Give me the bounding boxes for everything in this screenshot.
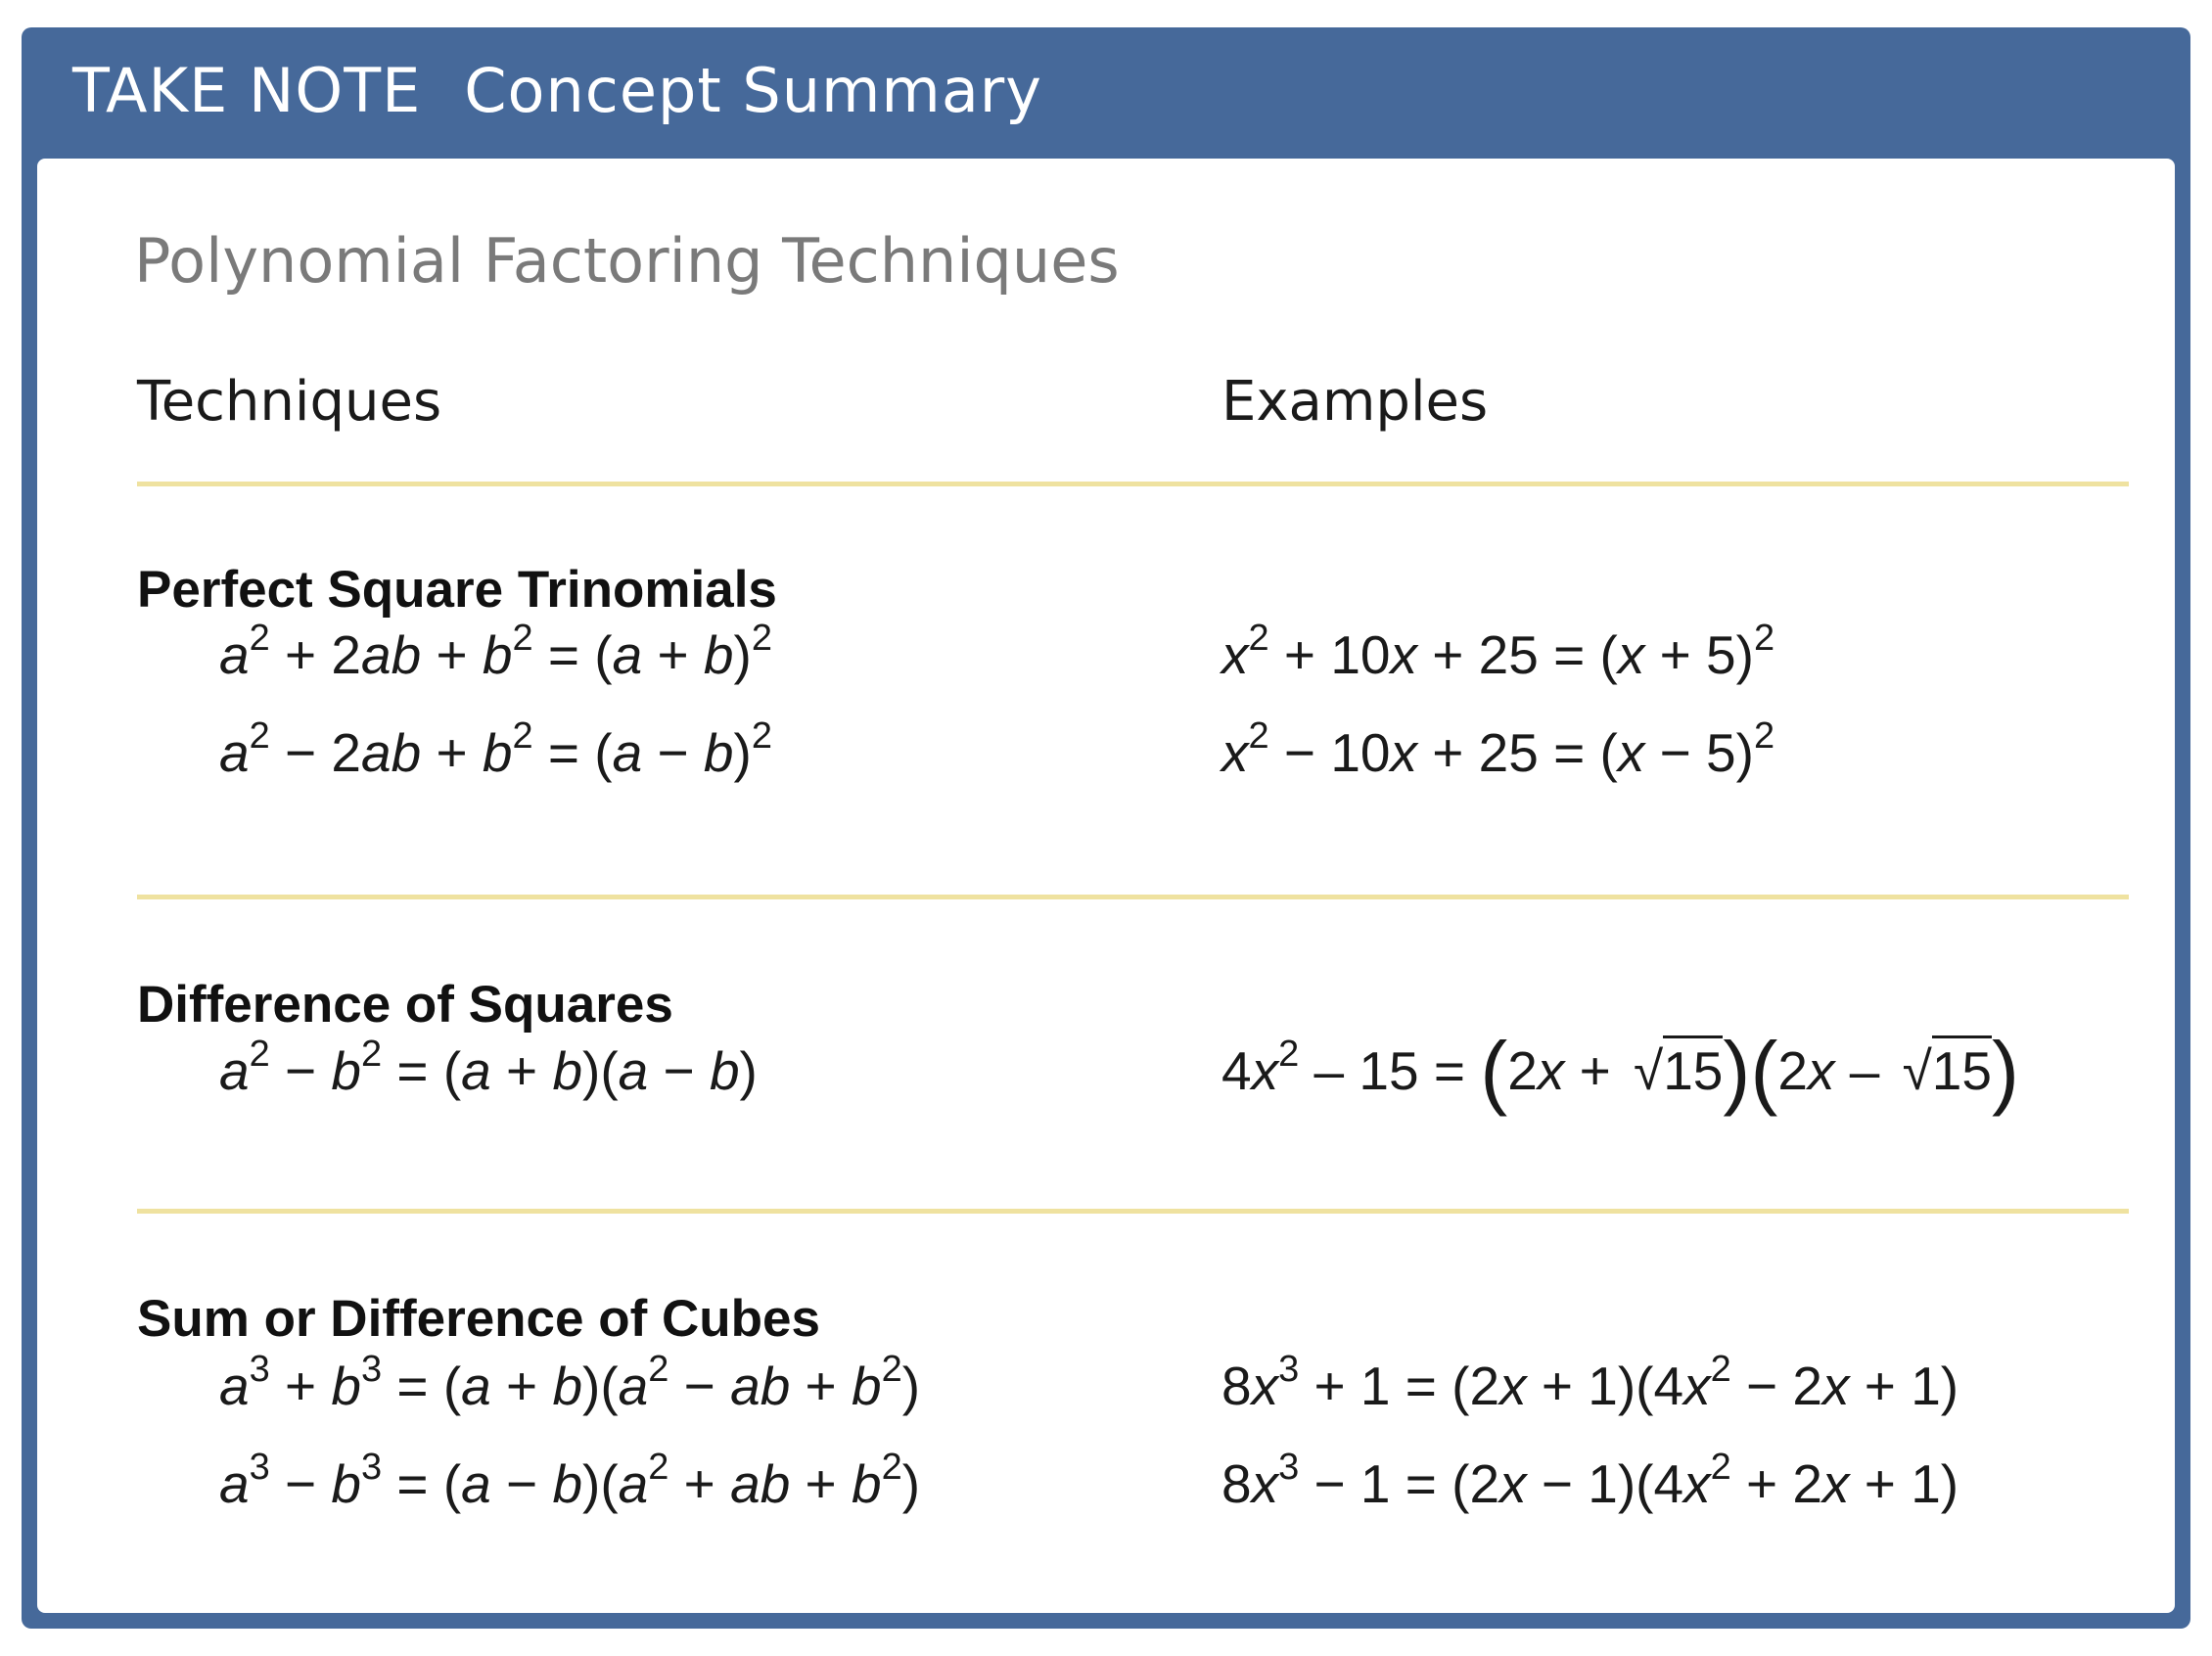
column-header-techniques: Techniques xyxy=(137,370,442,434)
technique-formula: $a^2 - b^2 = (a + b)(a - b)$ xyxy=(219,1034,758,1101)
content-panel xyxy=(37,159,2175,1613)
example-formula: $x^2 + 10x + 25 = (x + 5)^2$ xyxy=(1221,618,1775,685)
example-formula: $4x^2 - 15 = (2x + √15)(2x - √15)$ xyxy=(1221,1025,2019,1117)
column-header-examples: Examples xyxy=(1221,370,1489,434)
example-formula: $x^2 - 10x + 25 = (x - 5)^2$ xyxy=(1221,715,1775,783)
take-note-box xyxy=(22,27,2190,1629)
example-formula: $8x^3 + 1 = (2x + 1)(4x^2 - 2x + 1)$ xyxy=(1221,1349,1959,1416)
technique-formula: $a^2 - 2ab + b^2 = (a - b)^2$ xyxy=(219,715,772,783)
divider-rule xyxy=(137,482,2129,486)
take-note-label: TAKE NOTE xyxy=(72,55,422,126)
example-formula: $8x^3 - 1 = (2x - 1)(4x^2 + 2x + 1)$ xyxy=(1221,1447,1959,1514)
technique-formula: $a^3 + b^3 = (a + b)(a^2$ − ab + $b^2$) xyxy=(219,1349,921,1416)
panel-title: Polynomial Factoring Techniques xyxy=(134,225,1120,297)
section-title: Perfect Square Trinomials xyxy=(137,561,777,619)
technique-formula: $a^2 + 2ab + b^2 = (a + b)^2$ xyxy=(219,618,772,685)
section-title: Difference of Squares xyxy=(137,976,673,1034)
header-bar xyxy=(22,27,2190,153)
section-title: Sum or Difference of Cubes xyxy=(137,1290,820,1348)
divider-rule xyxy=(137,1209,2129,1214)
divider-rule xyxy=(137,895,2129,899)
concept-summary-title: Concept Summary xyxy=(464,55,1042,126)
technique-formula: $a^3 - b^3 = (a - b)(a^2$ + ab + $b^2$) xyxy=(219,1447,921,1514)
header-heading xyxy=(72,55,1042,126)
